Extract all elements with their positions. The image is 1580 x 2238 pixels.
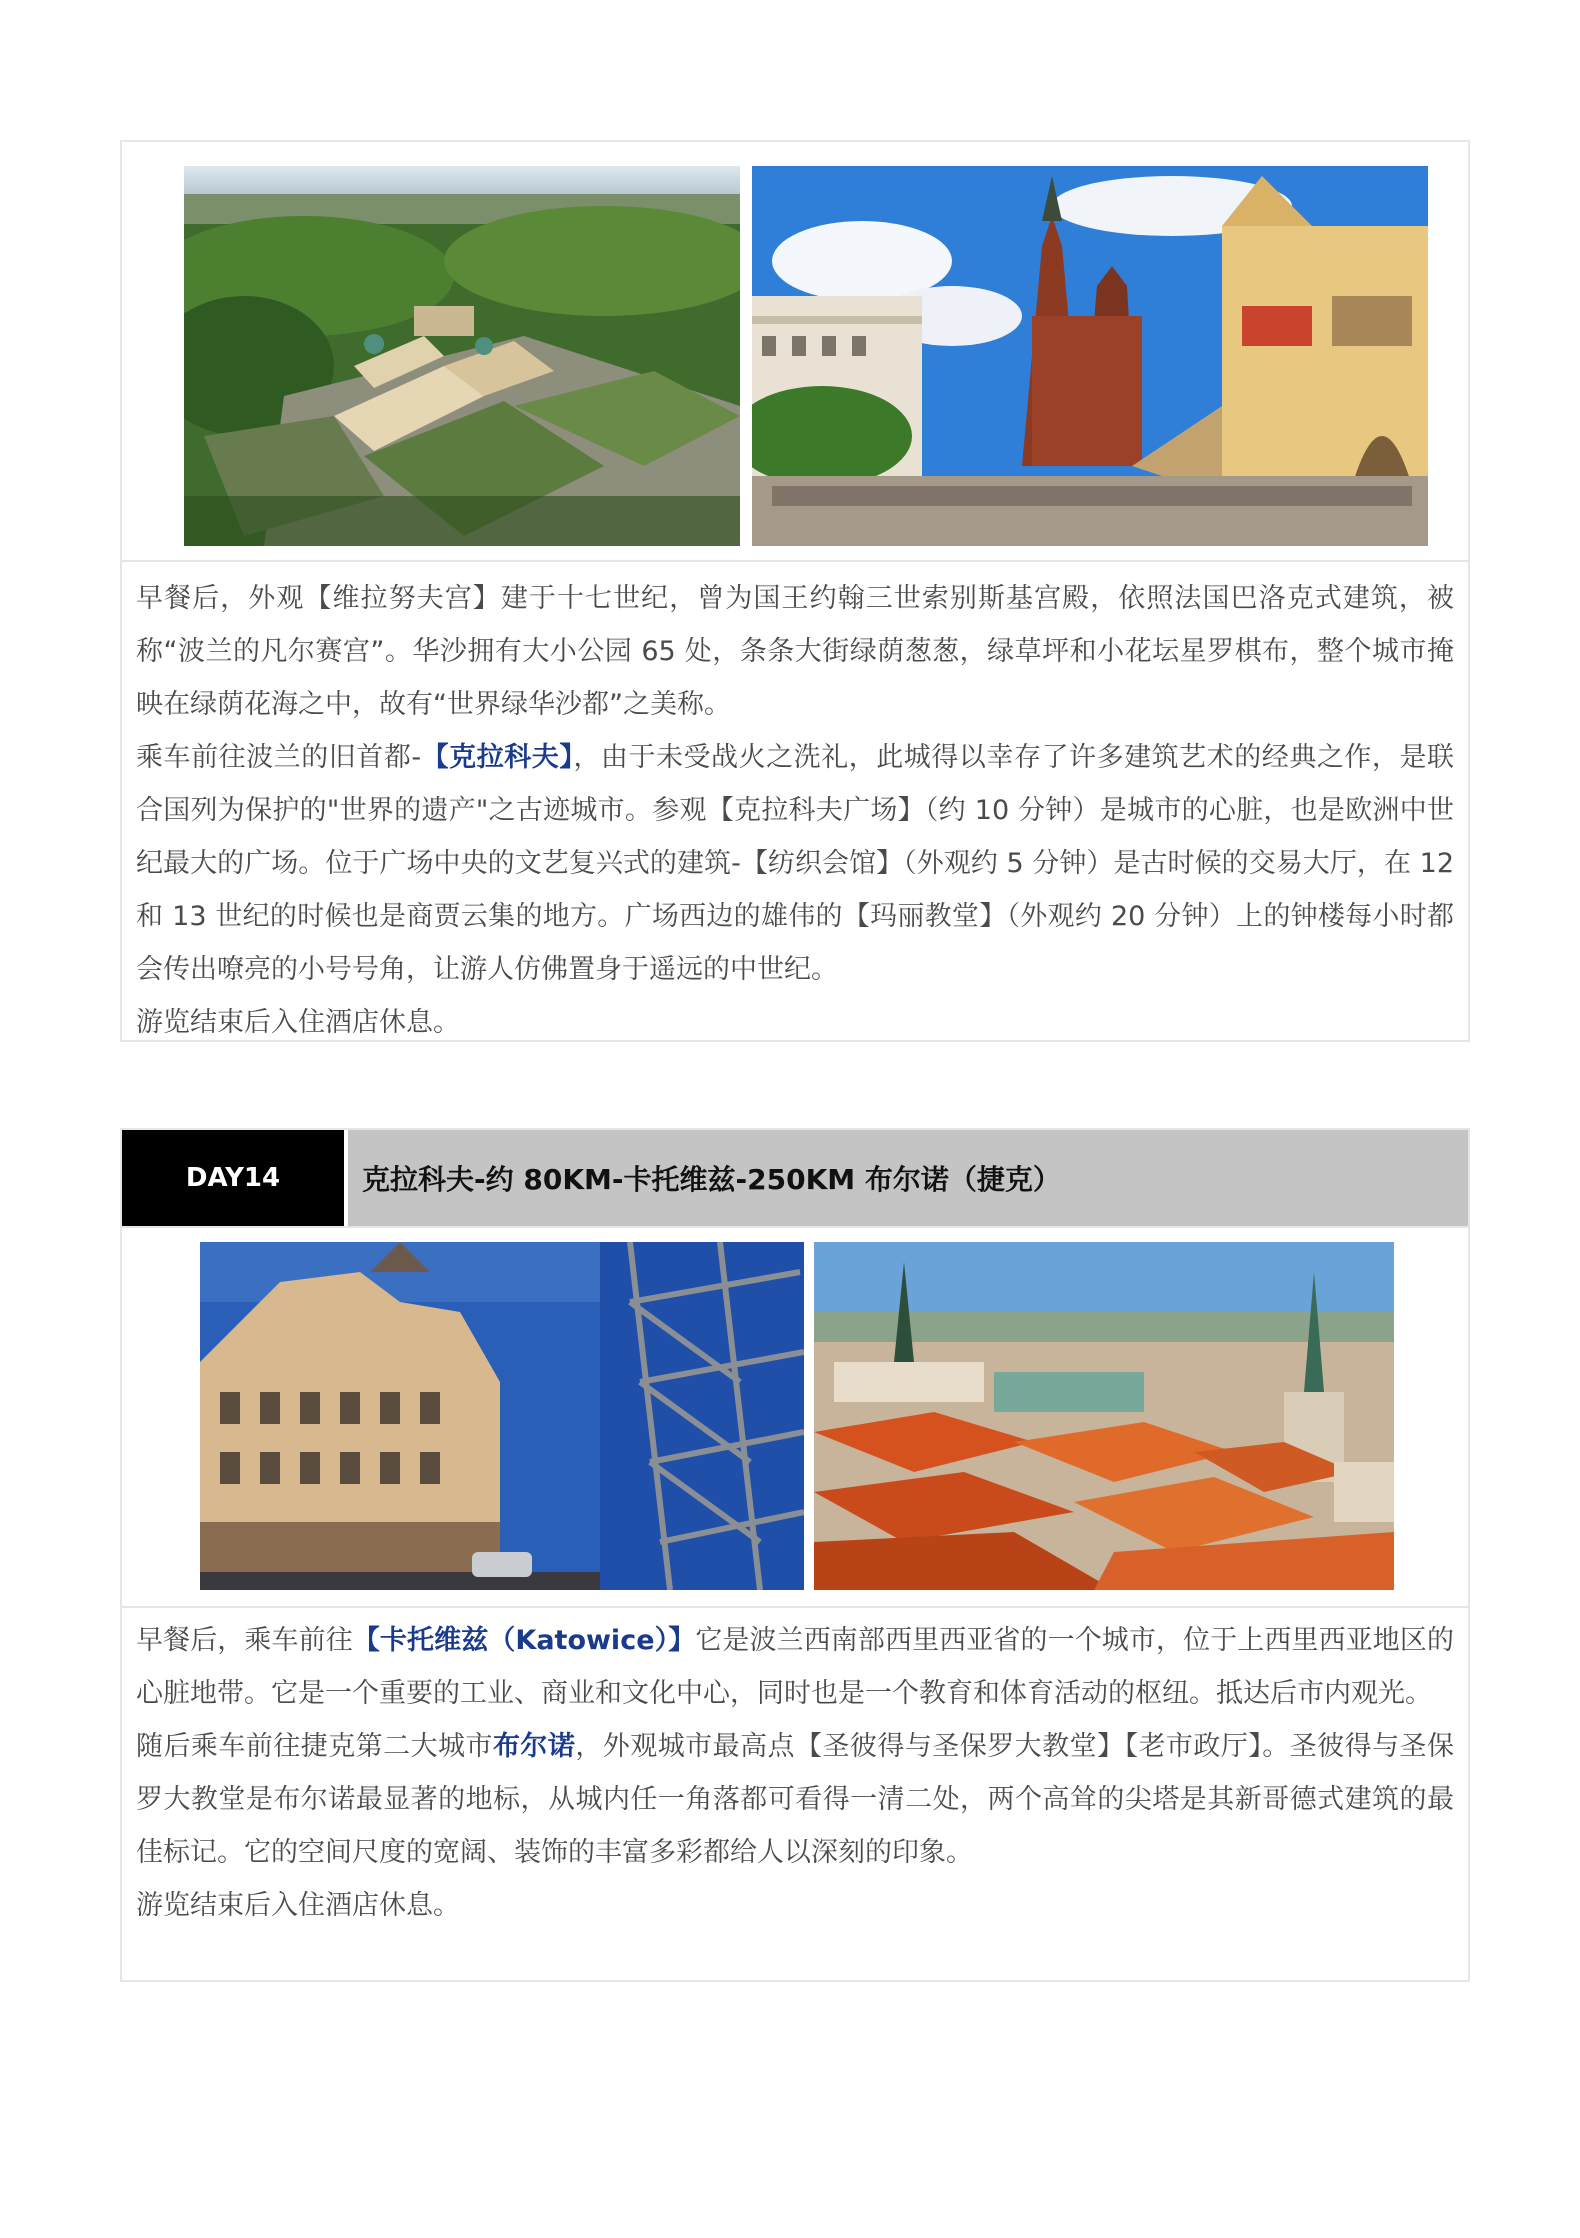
paragraph [136,731,1454,996]
paragraph [136,996,1454,1049]
highlighted-place-name: 布尔诺 [492,1731,576,1762]
day14-description [136,1614,1454,1932]
paragraph-text: 随后乘车前往捷克第二大城市 [136,1731,493,1762]
paragraph-text: 早餐后，外观【维拉努夫宫】建于十七世纪，曾为国王约翰三世索别斯基宫殿，依照法国巴洛克式建筑，被称“波兰的凡尔赛宫”。华沙拥有大小公园 65 处，条条大街绿荫葱葱，绿草坪和小花坛星罗棋布，整个城市掩映在绿荫花海之中，故有“世界绿华沙都”之美称。 [136,583,1454,720]
itinerary-day13-card [120,140,1470,1042]
paragraph-text: 它是波兰西南部西里西亚省的一个城市，位于上西里西亚地区的心脏地带。它是一个重要的工业、商业和文化中心，同时也是一个教育和体育活动的枢纽。抵达后市内观光。 [136,1625,1454,1709]
brno-cityscape-photo [814,1242,1394,1590]
photo-row [122,1228,1468,1608]
katowice-buildings-photo [200,1242,804,1590]
itinerary-day14-card [120,1128,1470,1982]
paragraph [136,1614,1454,1720]
paragraph-text: 早餐后，乘车前往 [136,1625,353,1656]
paragraph [136,1720,1454,1879]
day-route-title: 克拉科夫-约 80KM-卡托维兹-250KM 布尔诺（捷克） [348,1130,1468,1226]
wilanow-palace-aerial-photo [184,166,740,546]
paragraph-text: ，由于未受战火之洗礼，此城得以幸存了许多建筑艺术的经典之作，是联合国列为保护的"世界的遗产"之古迹城市。参观【克拉科夫广场】（约 10 分钟）是城市的心脏，也是欧洲中世纪最大的广场。位于广场中央的文艺复兴式的建筑-【纺织会馆】（外观约 5 分钟）是古时候的交易大厅，在 12 和 13 世纪的时候也是商贾云集的地方。广场西边的雄伟的【玛丽教堂】（外观约 20 分钟）上的钟楼每小时都会传出嘹亮的小号号角，让游人仿佛置身于遥远的中世纪。 [136,742,1455,985]
paragraph-text: 游览结束后入住酒店休息。 [136,1007,460,1038]
paragraph [136,572,1454,731]
highlighted-place-name: 【克拉科夫】 [421,742,574,773]
highlighted-place-name: 【卡托维兹（Katowice）】 [352,1625,696,1656]
paragraph [136,1879,1454,1932]
krakow-main-square-photo [752,166,1428,546]
day-header [122,1130,1468,1228]
paragraph-text: ，外观城市最高点【圣彼得与圣保罗大教堂】【老市政厅】。圣彼得与圣保罗大教堂是布尔诺最显著的地标，从城内任一角落都可看得一清二处，两个高耸的尖塔是其新哥德式建筑的最佳标记。它的空间尺度的宽阔、装饰的丰富多彩都给人以深刻的印象。 [136,1731,1455,1868]
photo-row [122,142,1468,562]
day13-description [136,572,1454,1049]
day-label: DAY14 [122,1130,344,1226]
paragraph-text: 乘车前往波兰的旧首都- [136,742,422,773]
paragraph-text: 游览结束后入住酒店休息。 [136,1890,460,1921]
